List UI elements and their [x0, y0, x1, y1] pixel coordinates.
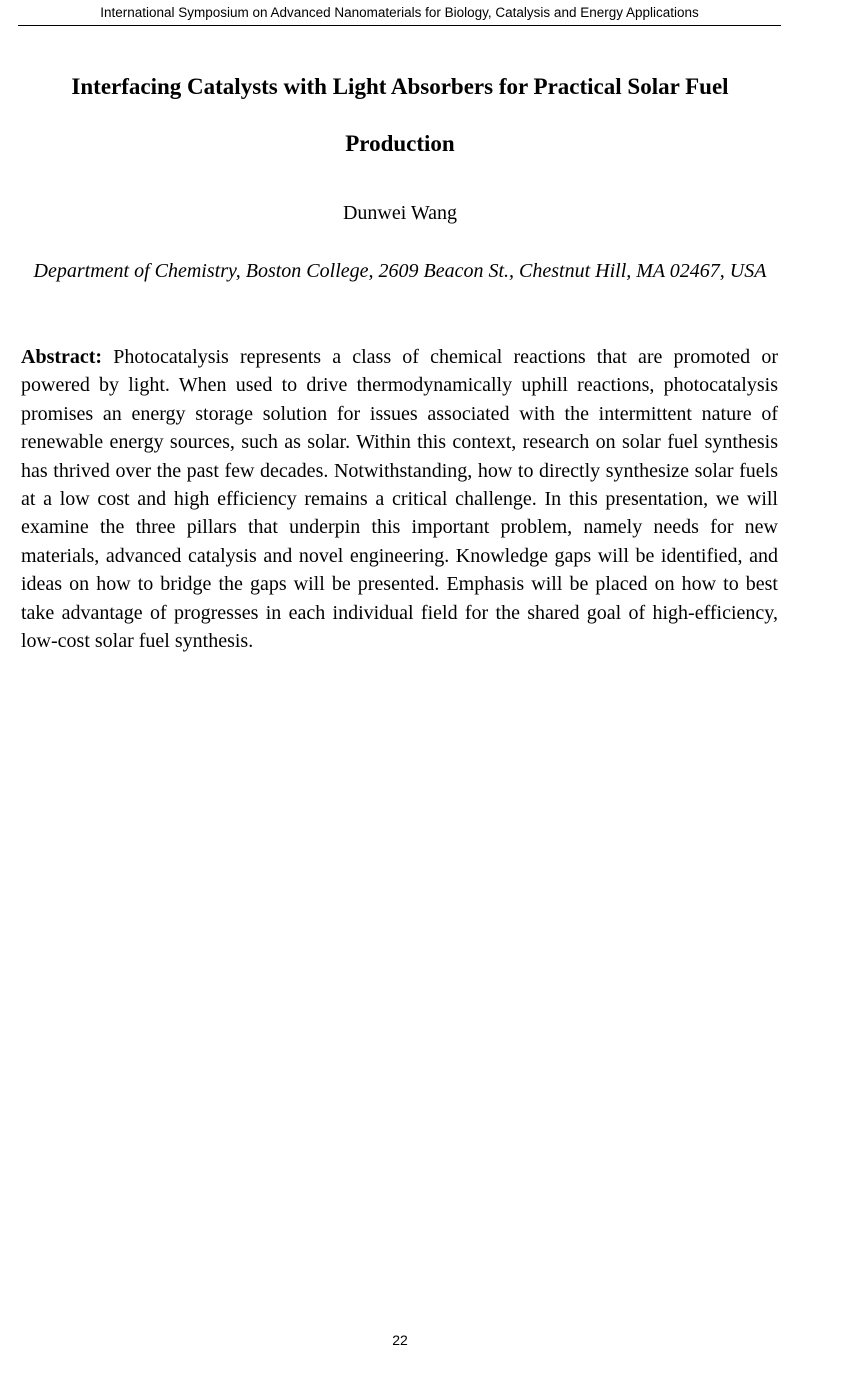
paper-title: Interfacing Catalysts with Light Absorbers for Practical Solar Fuel Production [71, 74, 729, 156]
author-affiliation: Department of Chemistry, Boston College, 2609 Beacon St., Chestnut Hill, MA 02467, USA [33, 260, 767, 282]
page-number: 22 [392, 1332, 408, 1348]
author-name: Dunwei Wang [342, 202, 458, 224]
abstract-label: Abstract: [21, 346, 103, 368]
abstract-text: Photocatalysis represents a class of chemical reactions that are promoted or powered by light. When used to drive thermodynamically uphill reactions, photocatalysis promises an energy storage solution for issues associated with the intermittent nature of renewable energy sources, such as solar. Within this context, research on solar fuel synthesis has thrived over the past few decades. Notwithstanding, how to directly synthesize solar fuels at a low cost and high efficiency remains a critical challenge. In this presentation, we will examine the three pillars that underpin this important problem, namely needs for new materials, advanced catalysis and novel engineering. Knowledge gaps will be identified, and ideas on how to bridge the gaps will be presented. Emphasis will be placed on how to best take advantage of progresses in each individual field for the shared goal of high-efficiency, low-cost solar fuel synthesis. [21, 346, 779, 653]
running-header: International Symposium on Advanced Nanomaterials for Biology, Catalysis and Energy Applications [18, 0, 781, 26]
abstract-paragraph [21, 343, 778, 655]
